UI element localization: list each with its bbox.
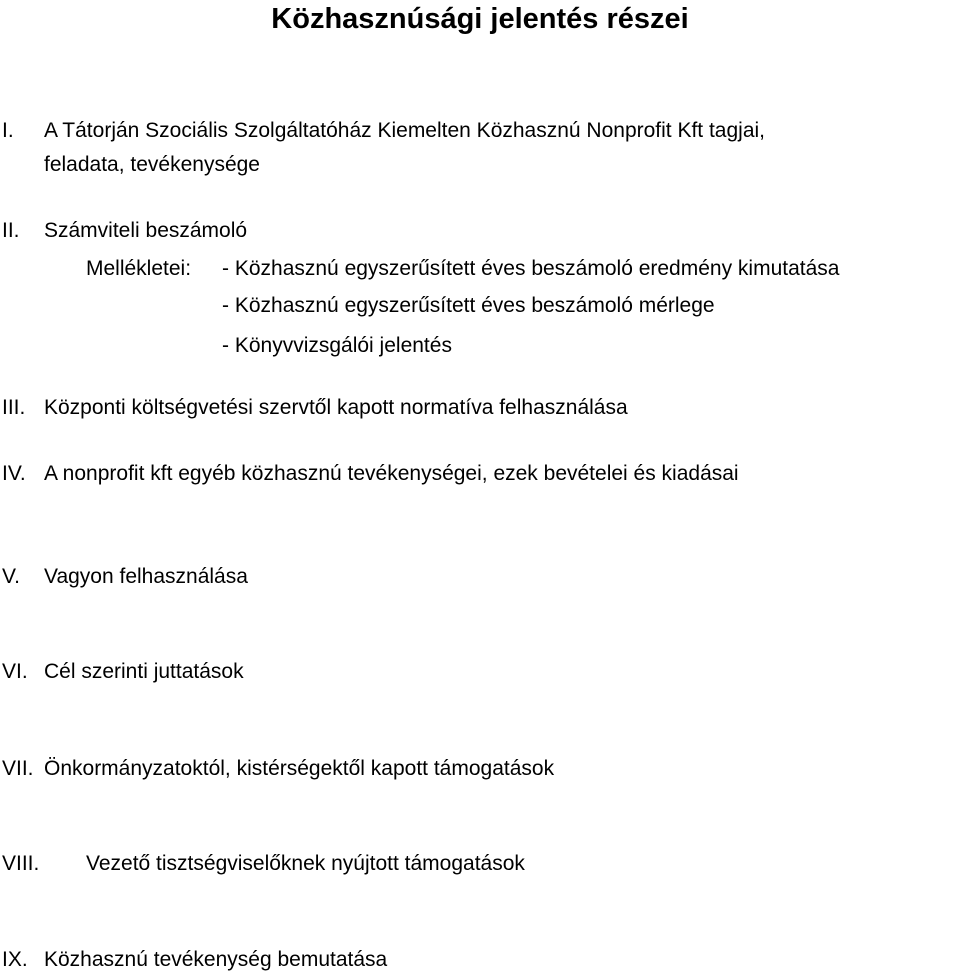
section-number-viii: VIII. xyxy=(2,852,40,875)
attachment-item: - Könyvvizsgálói jelentés xyxy=(222,334,452,357)
section-ii-line-1: Számviteli beszámoló xyxy=(44,219,248,242)
section-number-vi: VI. xyxy=(2,660,28,683)
section-number-ix: IX. xyxy=(2,948,28,971)
section-iii-line-1: Központi költségvetési szervtől kapott normatíva felhasználása xyxy=(44,396,628,419)
section-i-line-1: A Tátorján Szociális Szolgáltatóház Kiemelten Közhasznú Nonprofit Kft tagjai, xyxy=(44,119,766,142)
section-i-line-2: feladata, tevékenysége xyxy=(44,153,260,176)
attachment-item: - Közhasznú egyszerűsített éves beszámoló eredmény kimutatása xyxy=(222,257,840,280)
section-number-i: I. xyxy=(2,119,14,142)
document-title: Közhasznúsági jelentés részei xyxy=(271,3,689,35)
section-number-iii: III. xyxy=(2,396,26,419)
section-ix-line-1: Közhasznú tevékenység bemutatása xyxy=(44,948,388,971)
section-number-v: V. xyxy=(2,565,20,588)
section-vii-line-1: Önkormányzatoktól, kistérségektől kapott támogatások xyxy=(44,757,555,780)
section-number-vii: VII. xyxy=(2,757,34,780)
attachments-label: Mellékletei: xyxy=(86,257,192,280)
section-viii-line-1: Vezető tisztségviselőknek nyújtott támogatások xyxy=(86,852,525,875)
section-vi-line-1: Cél szerinti juttatások xyxy=(44,660,244,683)
attachment-item: - Közhasznú egyszerűsített éves beszámoló mérlege xyxy=(222,294,715,317)
section-number-iv: IV. xyxy=(2,462,26,485)
section-v-line-1: Vagyon felhasználása xyxy=(44,565,248,588)
section-number-ii: II. xyxy=(2,219,20,242)
section-iv-line-1: A nonprofit kft egyéb közhasznú tevékenységei, ezek bevételei és kiadásai xyxy=(44,462,739,485)
